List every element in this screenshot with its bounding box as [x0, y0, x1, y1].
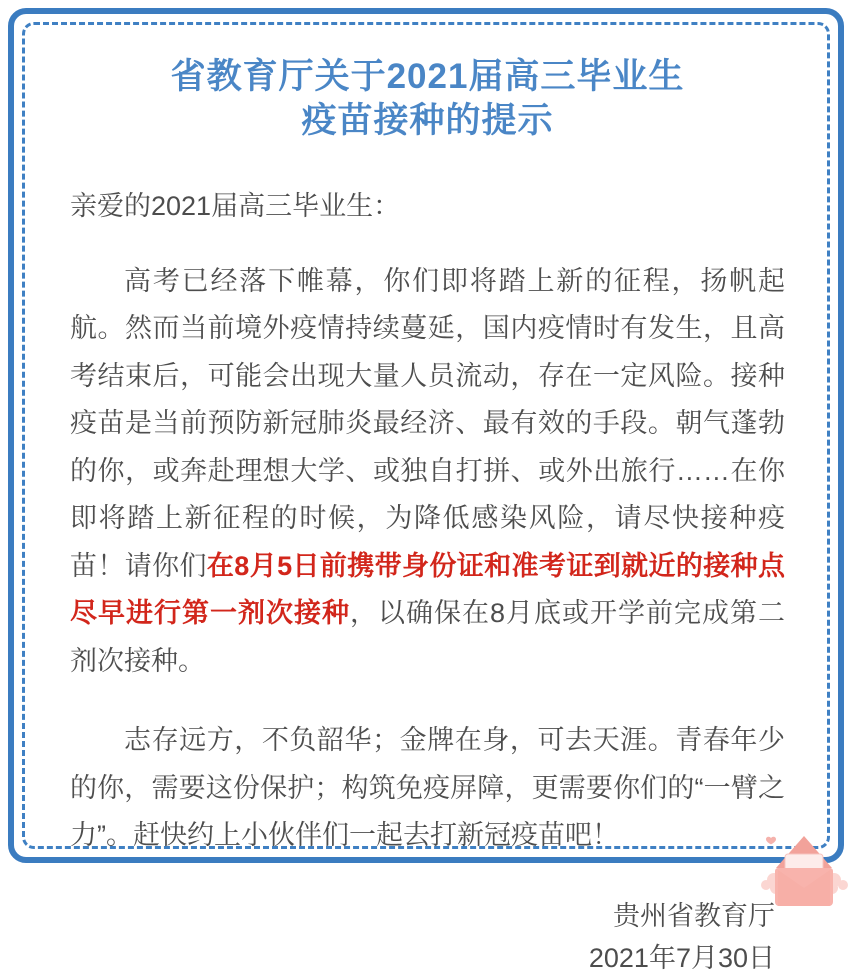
signature-signer: 贵州省教育厅: [613, 900, 775, 931]
paragraph-1-text: 高考已经落下帷幕，你们即将踏上新的征程，扬帆起航。然而当前境外疫情持续蔓延，国内疫情时有发生，且高考结束后，可能会出现大量人员流动，存在一定风险。接种疫苗是当前预防新冠肺炎最经济、最有效的手段。朝气蓬勃的你，或奔赴理想大学、或独自打拼、或外出旅行……在你即将踏上新征程的时候，为降低感染风险，请尽快接种疫苗！请你们: [70, 265, 785, 581]
salutation: 亲爱的2021届高三毕业生：: [70, 190, 401, 221]
paragraph-1-highlight: 在8月5日前携带身份证和准考证到就近的接种点尽早进行第一剂次接种: [70, 550, 785, 629]
notice-title-line2: 疫苗接种的提示: [301, 101, 554, 141]
paragraph-2: 志存远方，不负韶华；金牌在身，可去天涯。青春年少的你，需要这份保护；构筑免疫屏障，更需要你们的“一臂之力”。赶快约上小伙伴们一起去打新冠疫苗吧！: [70, 725, 785, 851]
paragraph-1-tail: ，以确保在8月底或开学前完成第二剂次接种。: [70, 598, 786, 676]
paragraph-1: [70, 258, 785, 686]
signature-date: 2021年7月30日: [588, 942, 775, 973]
notice-card-inner: [22, 22, 830, 973]
notice-title-line1: 省教育厅关于2021届高三毕业生: [170, 57, 685, 96]
notice-title: [44, 55, 811, 144]
signature-block: [44, 896, 775, 980]
notice-card: [8, 8, 844, 973]
